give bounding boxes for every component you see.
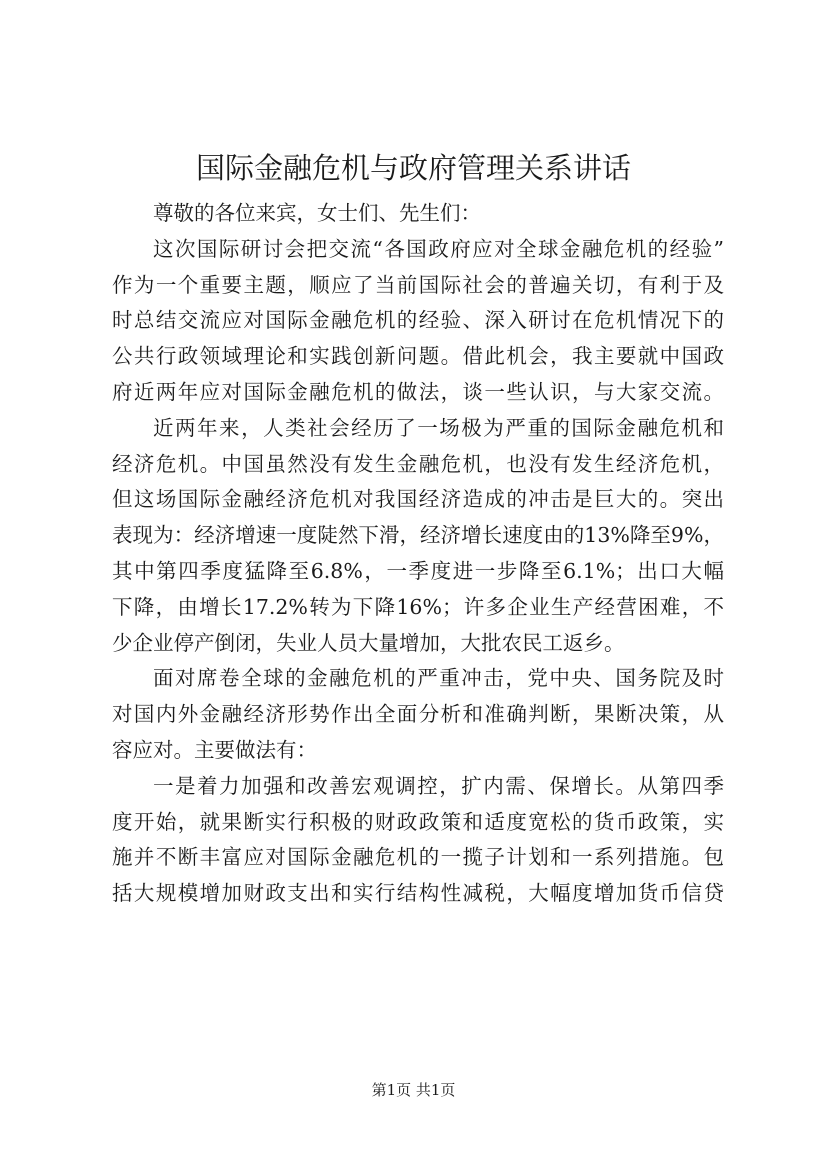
paragraph-3-line: 对国内外金融经济形势作出全面分析和准确判断，果断决策，从: [112, 702, 724, 727]
paragraph-3-line: 面对席卷全球的金融危机的严重冲击，党中央、国务院及时: [153, 666, 724, 691]
paragraph-1-line: 作为一个重要主题，顺应了当前国际社会的普遍关切，有利于及: [112, 272, 724, 297]
paragraph-1-line: 时总结交流应对国际金融危机的经验、深入研讨在危机情况下的: [112, 308, 724, 333]
paragraph-4-line: 括大规模增加财政支出和实行结构性减税，大幅度增加货币信贷: [112, 881, 724, 906]
paragraph-2-line: 近两年来，人类社会经历了一场极为严重的国际金融危机和: [153, 415, 724, 440]
paragraph-2-line: 下降，由增长17.2%转为下降16%；许多企业生产经营困难，不: [112, 594, 724, 619]
paragraph-4-line: 施并不断丰富应对国际金融危机的一揽子计划和一系列措施。包: [112, 845, 724, 870]
paragraph-2-line: 少企业停产倒闭，失业人员大量增加，大批农民工返乡。: [112, 630, 625, 655]
salutation-line: 尊敬的各位来宾，女士们、先生们：: [153, 201, 481, 225]
paragraph-4-line: 度开始，就果断实行积极的财政政策和适度宽松的货币政策，实: [112, 809, 724, 834]
paragraph-2-line: 其中第四季度猛降至6.8%，一季度进一步降至6.1%；出口大幅: [112, 558, 724, 583]
paragraph-2-line: 表现为：经济增速一度陡然下滑，经济增长速度由的13%降至9%，: [112, 523, 724, 548]
document-title: 国际金融危机与政府管理关系讲话: [195, 151, 631, 185]
document-body: [112, 196, 724, 912]
paragraph-2-line: 经济危机。中国虽然没有发生金融危机，也没有发生经济危机，: [112, 451, 724, 476]
paragraph-1-line: 府近两年应对国际金融危机的做法，谈一些认识，与大家交流。: [112, 379, 724, 404]
paragraph-2-line: 但这场国际金融经济危机对我国经济造成的冲击是巨大的。突出: [112, 487, 724, 512]
page-number-footer: 第1页 共1页: [371, 1081, 456, 1099]
paragraph-1-line: 这次国际研讨会把交流“各国政府应对全球金融危机的经验”: [153, 236, 724, 261]
paragraph-4-line: 一是着力加强和改善宏观调控，扩内需、保增长。从第四季: [153, 773, 724, 798]
paragraph-3-line: 容应对。主要做法有：: [112, 737, 317, 762]
paragraph-1-line: 公共行政领域理论和实践创新问题。借此机会，我主要就中国政: [112, 344, 724, 369]
